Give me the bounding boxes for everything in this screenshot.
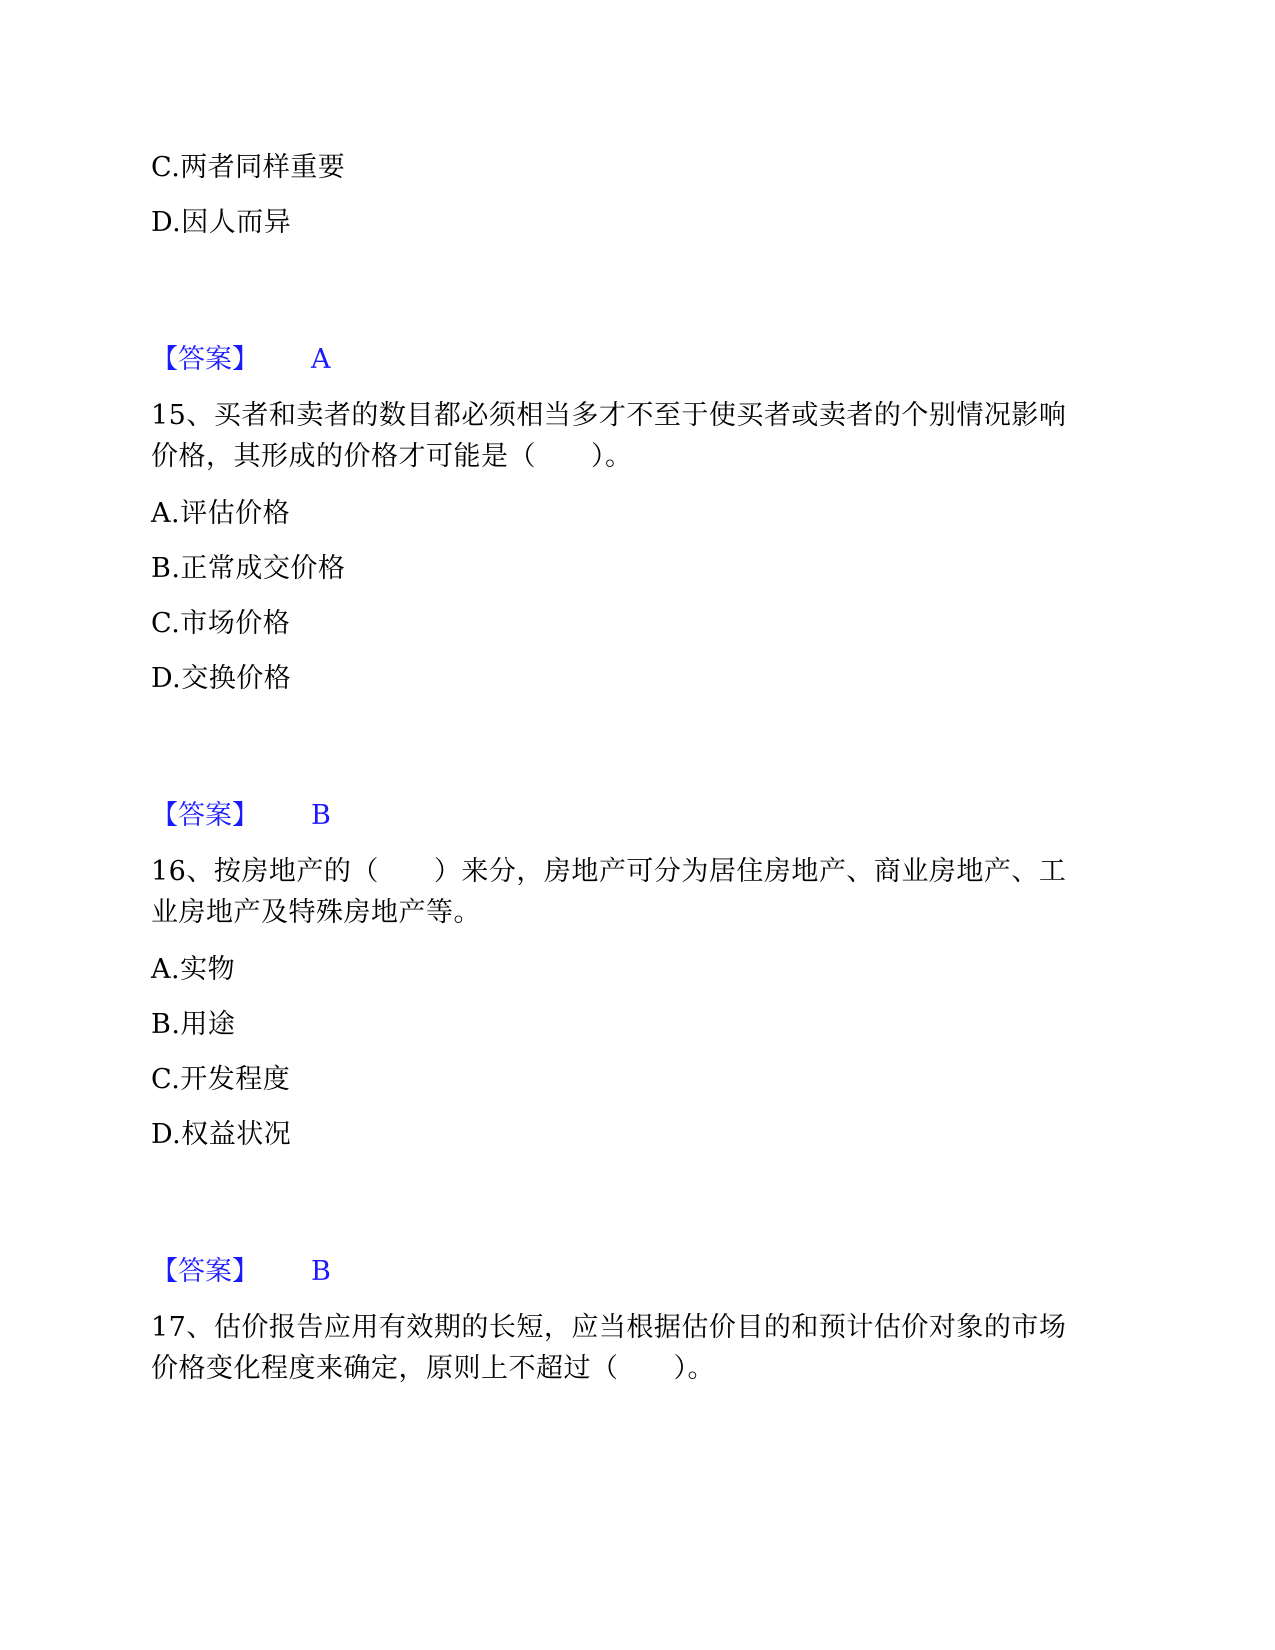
option-d: D.交换价格 <box>151 663 292 694</box>
question-16-line-2: 业房地产及特殊房地产等。 <box>151 897 481 928</box>
answer-label: 【答案】 <box>151 344 259 375</box>
option-a: A.实物 <box>151 954 236 985</box>
question-17-line-1: 17、估价报告应用有效期的长短，应当根据估价目的和预计估价对象的市场 <box>151 1312 1067 1343</box>
option-c: C.两者同样重要 <box>151 152 346 183</box>
answer-row <box>151 340 331 380</box>
question-15-line-1: 15、买者和卖者的数目都必须相当多才不至于使买者或卖者的个别情况影响 <box>151 400 1067 431</box>
option-b: B.正常成交价格 <box>151 553 346 584</box>
answer-value: A <box>311 344 331 375</box>
option-a: A.评估价格 <box>151 498 291 529</box>
question-16-line-1: 16、按房地产的（ ）来分，房地产可分为居住房地产、商业房地产、工 <box>151 856 1067 887</box>
answer-value: B <box>311 1256 331 1287</box>
answer-label: 【答案】 <box>151 1256 259 1287</box>
answer-value: B <box>311 800 331 831</box>
option-d: D.权益状况 <box>151 1119 292 1150</box>
answer-row <box>151 1252 331 1292</box>
answer-label: 【答案】 <box>151 800 259 831</box>
answer-row <box>151 796 331 836</box>
option-d: D.因人而异 <box>151 207 292 238</box>
option-c: C.市场价格 <box>151 608 291 639</box>
question-15-line-2: 价格，其形成的价格才可能是（ ）。 <box>151 441 633 472</box>
option-b: B.用途 <box>151 1009 236 1040</box>
question-17-line-2: 价格变化程度来确定，原则上不超过（ ）。 <box>151 1353 715 1384</box>
option-c: C.开发程度 <box>151 1064 291 1095</box>
